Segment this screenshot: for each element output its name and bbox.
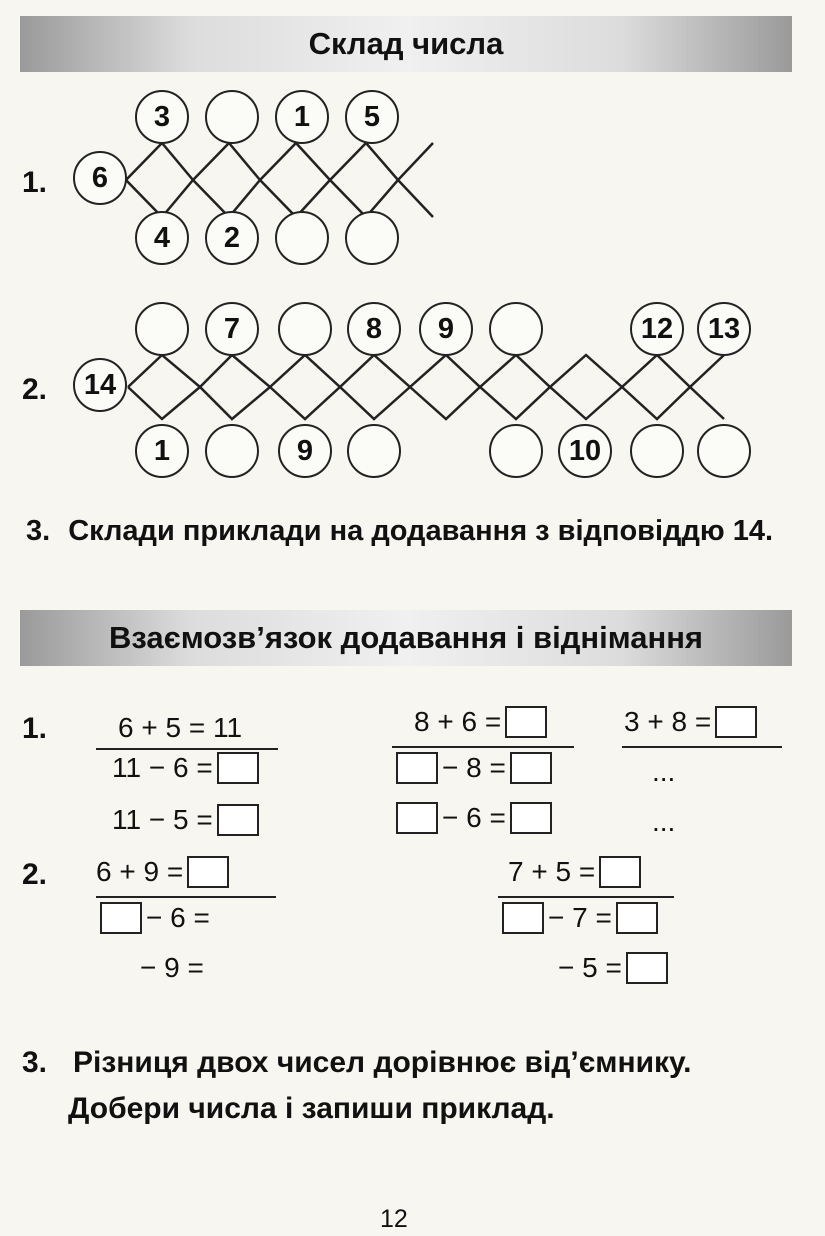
- number-circle: 7: [205, 302, 259, 356]
- expression: ...: [652, 756, 676, 787]
- section-title: Взаємозв’язок додавання і віднімання: [108, 620, 704, 655]
- underline: [96, 896, 276, 898]
- expression: 7 + 5 =: [508, 856, 645, 888]
- number-circle: 1: [135, 424, 189, 478]
- task-3: [26, 515, 773, 548]
- answer-box[interactable]: [396, 752, 438, 784]
- number-circle: 13: [697, 302, 751, 356]
- number-circle: [278, 302, 332, 356]
- expression: 3 + 8 =: [624, 706, 761, 738]
- expression: 6 + 5 = 11: [118, 712, 243, 743]
- number-circle: [489, 424, 543, 478]
- answer-box[interactable]: [217, 752, 259, 784]
- answer-box[interactable]: [510, 752, 552, 784]
- task-number: 3.: [22, 1046, 48, 1079]
- number-circle: 10: [558, 424, 612, 478]
- number-circle: 2: [205, 211, 259, 265]
- number-circle: [205, 424, 259, 478]
- expression: 8 + 6 =: [414, 706, 551, 738]
- answer-box[interactable]: [217, 804, 259, 836]
- expression: − 6 =: [96, 902, 210, 934]
- number-circle: 9: [278, 424, 332, 478]
- task-number: 3.: [26, 515, 51, 547]
- number-circle: [630, 424, 684, 478]
- expression: − 9 =: [140, 952, 204, 983]
- answer-box[interactable]: [505, 706, 547, 738]
- answer-box[interactable]: [396, 802, 438, 834]
- number-circle: 12: [630, 302, 684, 356]
- number-circle: [345, 211, 399, 265]
- expression: 11 − 5 =: [112, 804, 263, 836]
- answer-box[interactable]: [510, 802, 552, 834]
- task-text: Склади приклади на додавання з відповіддю 14.: [68, 515, 774, 547]
- expression: 11 − 6 =: [112, 752, 263, 784]
- task-text: Різниця двох чисел дорівнює від’ємнику.: [73, 1046, 692, 1079]
- section-title-banner: [20, 610, 792, 666]
- number-circle: 4: [135, 211, 189, 265]
- expression: − 5 =: [558, 952, 672, 984]
- number-circle: 6: [73, 151, 127, 205]
- page-number: 12: [380, 1205, 408, 1233]
- expression: − 6 =: [392, 802, 556, 834]
- number-circle: [205, 90, 259, 144]
- number-circle: [697, 424, 751, 478]
- underline: [392, 746, 574, 748]
- underline: [498, 896, 674, 898]
- answer-box[interactable]: [616, 902, 658, 934]
- task-number: 1.: [22, 712, 48, 745]
- answer-box[interactable]: [626, 952, 668, 984]
- number-circle: 3: [135, 90, 189, 144]
- number-circle: 8: [347, 302, 401, 356]
- expression: 6 + 9 =: [96, 856, 233, 888]
- number-circle: 9: [419, 302, 473, 356]
- number-circle: [489, 302, 543, 356]
- task-3: [22, 1040, 691, 1132]
- answer-box[interactable]: [599, 856, 641, 888]
- answer-box[interactable]: [715, 706, 757, 738]
- answer-box[interactable]: [502, 902, 544, 934]
- number-circle: 5: [345, 90, 399, 144]
- number-circle: [347, 424, 401, 478]
- underline: [622, 746, 782, 748]
- task-text: Добери числа і запиши приклад.: [68, 1092, 555, 1125]
- number-circle: 1: [275, 90, 329, 144]
- answer-box[interactable]: [187, 856, 229, 888]
- number-circle: [275, 211, 329, 265]
- expression: − 8 =: [392, 752, 556, 784]
- answer-box[interactable]: [100, 902, 142, 934]
- task-number: 1.: [22, 166, 48, 199]
- number-circle: [135, 302, 189, 356]
- expression: ...: [652, 806, 676, 837]
- number-circle: 14: [73, 358, 127, 412]
- underline: [96, 748, 278, 750]
- task-number: 2.: [22, 858, 48, 891]
- expression: − 7 =: [498, 902, 662, 934]
- task-number: 2.: [22, 373, 48, 406]
- section-title: Склад числа: [308, 26, 504, 61]
